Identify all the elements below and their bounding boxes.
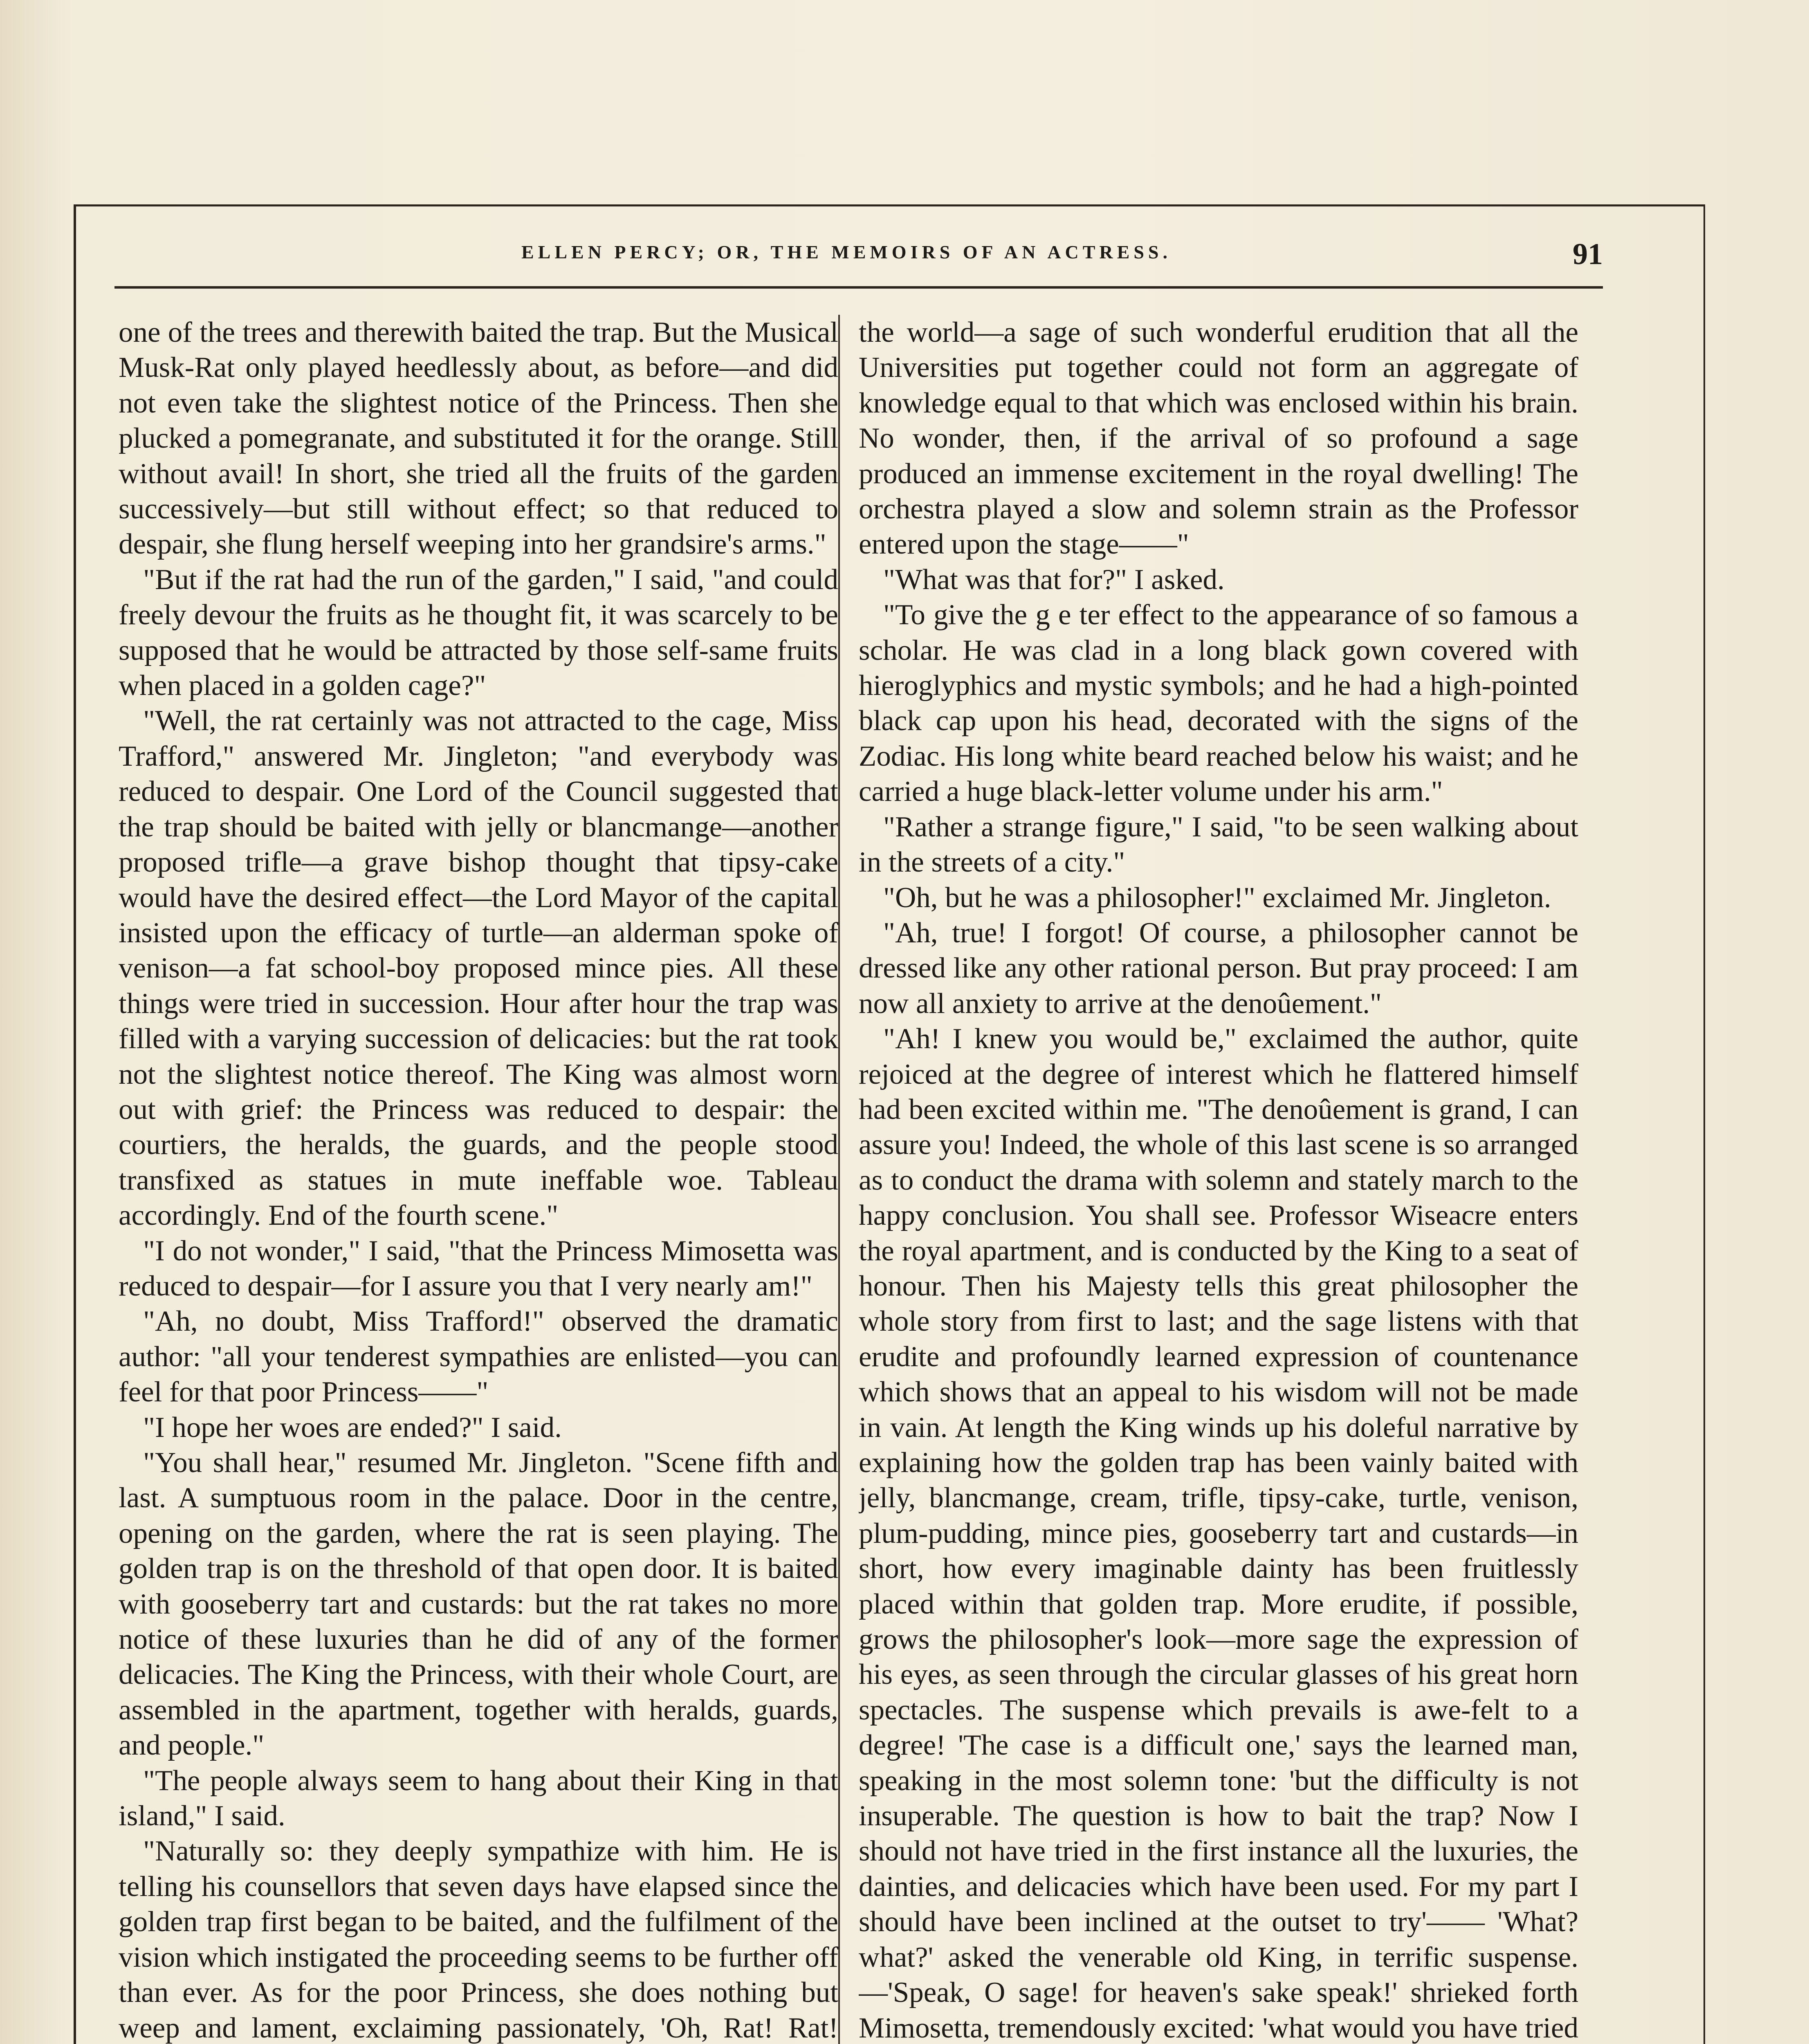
paragraph: "I do not wonder," I said, "that the Princess Mimosetta was reduced to despair—for I assure you that I very nearly am!" bbox=[119, 1235, 838, 1302]
paragraph: "What was that for?" I asked. bbox=[883, 563, 1225, 596]
paragraph: "Rather a strange figure," I said, "to be seen walking about in the streets of a city." bbox=[859, 811, 1578, 879]
column-divider bbox=[838, 315, 840, 2044]
paragraph: "But if the rat had the run of the garden," I said, "and could freely devour the fruits as he thought fit, it was scarcely to be supposed that he would be attracted by those self-same fruits when placed in a golden cage?" bbox=[119, 563, 838, 702]
paragraph: "Naturally so: they deeply sympathize with him. He is telling his counsellors that seven days have elapsed since the golden trap first began to be baited, and the fulfilment of the vision which instigated the proceeding seems to be further off than ever. As for the poor Princess, she does nothing but weep and lament, exclaiming passionately, 'Oh, Rat! Rat! bbox=[119, 1835, 838, 2044]
running-title: ELLEN PERCY; OR, THE MEMOIRS OF AN ACTRESS. bbox=[521, 242, 1172, 262]
right-column bbox=[859, 315, 1578, 2044]
paragraph: "To give the g e ter effect to the appearance of so famous a scholar. He was clad in a long black gown covered with hieroglyphics and mystic symbols; and he had a high-pointed black cap upon his head, decorated with the signs of the Zodiac. His long white beard reached below his waist; and he carried a huge black-letter volume under his arm." bbox=[859, 599, 1578, 808]
paragraph: "Ah, true! I forgot! Of course, a philosopher cannot be dressed like any other rational person. But pray proceed: I am now all anxiety to arrive at the denoûement." bbox=[859, 917, 1578, 1020]
left-column bbox=[119, 315, 838, 2044]
paragraph: "Oh, but he was a philosopher!" exclaimed Mr. Jingleton. bbox=[883, 881, 1551, 914]
paragraph: one of the trees and therewith baited the trap. But the Musical Musk-Rat only played heedlessly about, as before—and did not even take the slightest notice of the Princess. Then she plucked a pomegranate, and substituted it for the orange. Still without avail! In short, she tried all the fruits of the garden successively—but still without effect; so that reduced to despair, she flung herself weeping into her grandsire's arms." bbox=[119, 316, 838, 560]
paragraph: "Ah! I knew you would be," exclaimed the author, quite rejoiced at the degree of interest which he flattered himself had been excited within me. "The denoûement is grand, I can assure you! Indeed, the whole of this last scene is so arranged as to conduct the drama with solemn and stately march to the happy conclusion. You shall see. Professor Wiseacre enters the royal apartment, and is conducted by the King to a seat of honour. Then his Majesty tells this great philosopher the whole story from first to last; and the sage listens with that erudite and profoundly learned expression of countenance which shows that an appeal to his wisdom will not be made in vain. At length the King winds up his doleful narrative by explaining how the golden trap has been vainly baited with jelly, blancmange, cream, trifle, tipsy-cake, turtle, venison, plum-pudding, mince pies, gooseberry tart and custards—in short, how every imaginable dainty has been fruitlessly placed within that golden trap. More erudite, if possible, grows the philosopher's look—more sage the expression of his eyes, as seen through the circular glasses of his great horn spectacles. The suspense which prevails is awe-felt to a degree! 'The case is a difficult one,' says the learned man, speaking in the most solemn tone: 'but the difficulty is not insuperable. The question is how to bait the trap? Now I should not have tried in the first instance all the luxuries, the dainties, and delicacies which have been used. For my part I should have been inclined at the outset to try'—— 'What? what?' asked the venerable old King, in terrific suspense.—'Speak, O sage! for heaven's sake speak!' shrieked forth Mimosetta, tremendously excited: 'what would you have tried bbox=[859, 1023, 1578, 2044]
paragraph: "Ah, no doubt, Miss Trafford!" observed the dramatic author: "all your tenderest sympathies are enlisted—you can feel for that poor Princess——" bbox=[119, 1305, 838, 1408]
paragraph: "You shall hear," resumed Mr. Jingleton. "Scene fifth and last. A sumptuous room in the palace. Door in the centre, opening on the garden, where the rat is seen playing. The golden trap is on the threshold of that open door. It is baited with gooseberry tart and custards: but the rat takes no more notice of these luxuries than he did of any of the former delicacies. The King the Princess, with their whole Court, are assembled in the apartment, together with heralds, guards, and people." bbox=[119, 1447, 838, 1762]
paragraph: "The people always seem to hang about their King in that island," I said. bbox=[119, 1764, 838, 1832]
page-number: 91 bbox=[1573, 238, 1603, 271]
paragraph: "Well, the rat certainly was not attracted to the cage, Miss Trafford," answered Mr. Jingleton; "and everybody was reduced to despair. One Lord of the Council suggested that the trap should be baited with jelly or blancmange—another proposed trifle—a grave bishop thought that tipsy-cake would have the desired effect—the Lord Mayor of the capital insisted upon the efficacy of turtle—an alderman spoke of venison—a fat school-boy proposed mince pies. All these things were tried in succession. Hour after hour the trap was filled with a varying succession of delicacies: but the rat took not the slightest notice thereof. The King was almost worn out with grief: the Princess was reduced to despair: the courtiers, the heralds, the guards, and the people stood transfixed as statues in mute ineffable woe. Tableau accordingly. End of the fourth scene." bbox=[119, 705, 838, 1232]
header-rule bbox=[114, 286, 1603, 289]
paragraph: "I hope her woes are ended?" I said. bbox=[143, 1411, 562, 1443]
paragraph: the world—a sage of such wonderful erudition that all the Universities put together could not form an aggregate of knowledge equal to that which was enclosed within his brain. No wonder, then, if the arrival of so profound a sage produced an immense excitement in the royal dwelling! The orchestra played a slow and solemn strain as the Professor entered upon the stage——" bbox=[859, 316, 1578, 560]
